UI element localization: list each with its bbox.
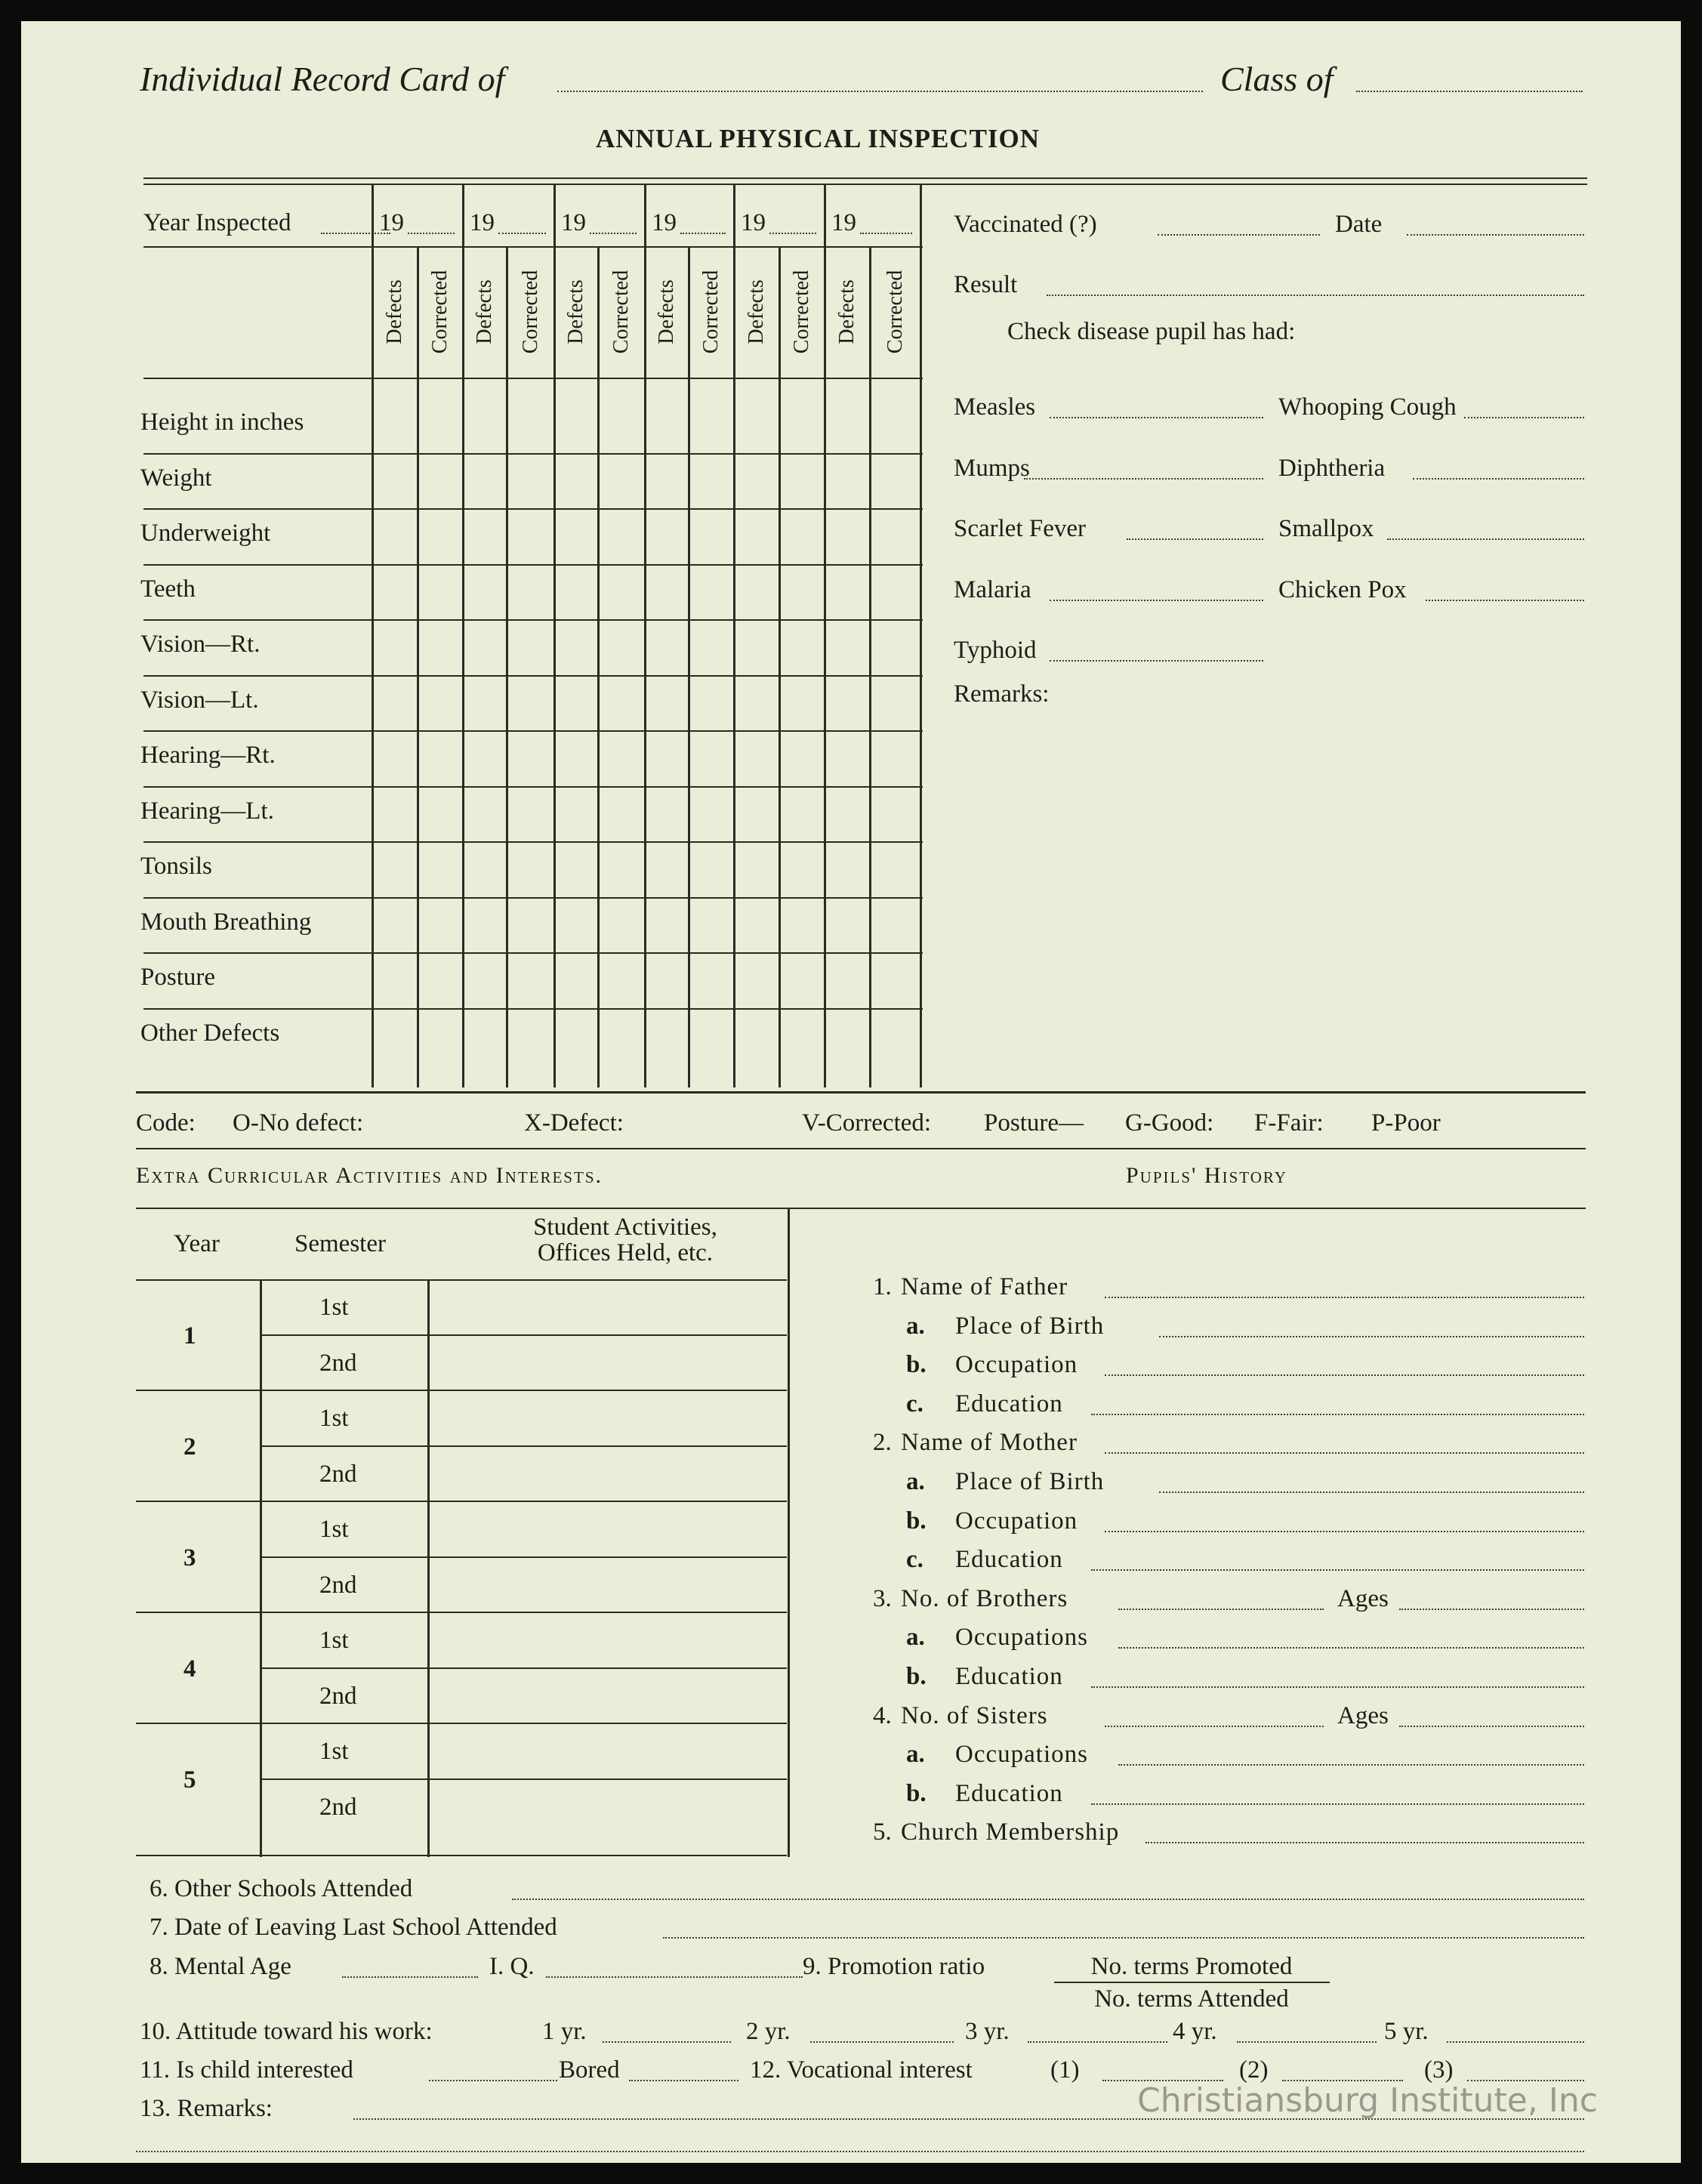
history-field[interactable] xyxy=(1105,1297,1584,1298)
promotion-numerator: No. terms Promoted xyxy=(1090,1953,1293,1980)
disease-field[interactable] xyxy=(1387,538,1584,540)
physical-row-label: Teeth xyxy=(140,575,196,603)
yr1-label: 1 yr. xyxy=(542,2018,587,2045)
year-field[interactable] xyxy=(408,233,455,234)
history-item-label: Place of Birth xyxy=(955,1312,1105,1340)
history-item-label: Occupations xyxy=(955,1741,1088,1769)
check-disease-label: Check disease pupil has had: xyxy=(1007,318,1296,345)
yr3-label: 3 yr. xyxy=(965,2018,1010,2045)
row-rule xyxy=(260,1667,787,1669)
row-rule xyxy=(260,1778,787,1780)
activity-entry-cell[interactable] xyxy=(430,1283,785,1333)
rule xyxy=(143,246,923,248)
row-rule xyxy=(260,1556,787,1558)
row-rule xyxy=(143,619,923,621)
grid-column-line xyxy=(506,246,508,1087)
year-19-label: 19 xyxy=(379,209,404,236)
history-field[interactable] xyxy=(1091,1569,1584,1571)
physical-row-label: Mouth Breathing xyxy=(140,908,312,936)
semester-label: 1st xyxy=(319,1405,349,1432)
q11-label: 11. Is child interested xyxy=(140,2056,353,2084)
grid-column-line xyxy=(688,246,690,1087)
history-item-label: Education xyxy=(955,1663,1063,1690)
history-item-number: b. xyxy=(906,1663,927,1690)
history-item-number: b. xyxy=(906,1779,927,1807)
q7-label: 7. Date of Leaving Last School Attended xyxy=(150,1914,557,1941)
disease-label: Chicken Pox xyxy=(1278,575,1407,603)
history-field[interactable] xyxy=(1091,1686,1584,1688)
row-rule xyxy=(260,1334,787,1336)
col-semester: Semester xyxy=(294,1230,386,1257)
date-label: Date xyxy=(1335,211,1383,238)
result-label: Result xyxy=(954,271,1018,298)
disease-field[interactable] xyxy=(1426,600,1584,601)
row-rule xyxy=(143,453,923,455)
year-field[interactable] xyxy=(860,233,912,234)
history-item-label: Education xyxy=(955,1390,1063,1417)
code-no-defect: O-No defect: xyxy=(233,1109,364,1137)
year-field[interactable] xyxy=(590,233,637,234)
activity-entry-cell[interactable] xyxy=(430,1616,785,1666)
watermark: Christiansburg Institute, Inc xyxy=(1137,2081,1598,2120)
interested-field[interactable] xyxy=(429,2080,557,2081)
q9-label: 9. Promotion ratio xyxy=(803,1953,985,1980)
code-corrected: V-Corrected: xyxy=(802,1109,932,1137)
rule xyxy=(143,378,923,379)
name-field-line[interactable] xyxy=(557,91,1203,92)
history-field[interactable] xyxy=(1105,1452,1584,1454)
semester-label: 2nd xyxy=(319,1460,357,1488)
physical-row-label: Tonsils xyxy=(140,853,212,880)
row-rule xyxy=(143,1008,923,1010)
rule xyxy=(136,1208,1586,1209)
column-divider xyxy=(427,1280,430,1857)
activity-entry-cell[interactable] xyxy=(430,1561,785,1611)
history-item-label: Place of Birth xyxy=(955,1468,1105,1495)
year-field[interactable] xyxy=(498,233,546,234)
result-field[interactable] xyxy=(1047,295,1584,296)
row-rule xyxy=(143,730,923,732)
yr4-label: 4 yr. xyxy=(1173,2018,1217,2045)
history-field[interactable] xyxy=(1118,1764,1584,1766)
year-inspected-label: Year Inspected xyxy=(143,209,291,236)
activity-entry-cell[interactable] xyxy=(430,1727,785,1777)
history-field[interactable] xyxy=(1145,1842,1584,1843)
semester-label: 2nd xyxy=(319,1571,357,1599)
row-rule xyxy=(260,1445,787,1447)
rule xyxy=(136,1148,1586,1149)
physical-row-label: Height in inches xyxy=(140,409,304,436)
history-item-number: a. xyxy=(906,1741,925,1769)
iq-label: I. Q. xyxy=(489,1953,535,1980)
q6-field[interactable] xyxy=(512,1899,1584,1900)
history-heading: Pupils' History xyxy=(1126,1163,1287,1188)
activity-entry-cell[interactable] xyxy=(430,1450,785,1500)
code-defect: X-Defect: xyxy=(524,1109,624,1137)
yr5-label: 5 yr. xyxy=(1384,2018,1429,2045)
ages-field[interactable] xyxy=(1399,1609,1584,1610)
year-field[interactable] xyxy=(680,233,726,234)
class-field-line[interactable] xyxy=(1356,91,1583,92)
physical-row-label: Posture xyxy=(140,964,215,991)
semester-label: 1st xyxy=(319,1627,349,1654)
yr2-label: 2 yr. xyxy=(746,2018,791,2045)
activity-year: 5 xyxy=(183,1766,196,1794)
iq-field[interactable] xyxy=(546,1976,803,1978)
code-good: G-Good: xyxy=(1125,1109,1214,1137)
defects-header: Defects xyxy=(564,279,587,344)
semester-label: 1st xyxy=(319,1294,349,1321)
history-item-number: 4. xyxy=(873,1701,892,1729)
activities-heading: Extra Curricular Activities and Interests. xyxy=(136,1163,603,1188)
q12-label: 12. Vocational interest xyxy=(750,2056,973,2084)
semester-label: 2nd xyxy=(319,1682,357,1710)
remarks-label: Remarks: xyxy=(954,680,1050,708)
rule xyxy=(143,177,1587,179)
history-item-number: c. xyxy=(906,1546,923,1574)
history-item-label: Name of Father xyxy=(901,1273,1068,1300)
row-rule xyxy=(136,1390,787,1391)
history-field[interactable] xyxy=(1118,1647,1584,1649)
disease-field[interactable] xyxy=(1024,478,1263,480)
disease-field[interactable] xyxy=(1050,417,1263,418)
code-label: Code: xyxy=(136,1109,196,1137)
q8-label: 8. Mental Age xyxy=(150,1953,291,1980)
disease-label: Mumps xyxy=(954,454,1030,482)
history-item-number: 1. xyxy=(873,1273,892,1300)
row-rule xyxy=(143,564,923,566)
corrected-header: Corrected xyxy=(883,270,907,354)
history-item-number: a. xyxy=(906,1312,925,1340)
history-field[interactable] xyxy=(1159,1336,1584,1337)
history-field[interactable] xyxy=(1159,1491,1584,1493)
history-item-number: b. xyxy=(906,1351,927,1379)
row-rule xyxy=(143,841,923,843)
activity-entry-cell[interactable] xyxy=(430,1783,785,1833)
semester-label: 2nd xyxy=(319,1349,357,1377)
code-posture: Posture— xyxy=(984,1109,1084,1137)
year-19-label: 19 xyxy=(561,209,586,236)
history-item-label: Name of Mother xyxy=(901,1429,1078,1457)
rule xyxy=(136,1279,787,1281)
disease-field[interactable] xyxy=(1413,478,1584,480)
vocational-2-label: (2) xyxy=(1239,2056,1269,2084)
history-item-label: Occupations xyxy=(955,1624,1088,1652)
corrected-header: Corrected xyxy=(790,270,813,354)
col-year: Year xyxy=(174,1230,220,1257)
physical-row-label: Weight xyxy=(140,464,212,492)
disease-field[interactable] xyxy=(1050,600,1263,601)
corrected-header: Corrected xyxy=(428,270,452,354)
ages-field[interactable] xyxy=(1399,1726,1584,1727)
rule xyxy=(136,1091,1586,1094)
history-item-number: 2. xyxy=(873,1429,892,1457)
row-rule xyxy=(143,508,923,510)
q6-label: 6. Other Schools Attended xyxy=(150,1875,413,1902)
history-item-label: Occupation xyxy=(955,1351,1078,1379)
grid-column-line xyxy=(869,246,871,1087)
history-field[interactable] xyxy=(1105,1531,1584,1532)
history-field[interactable] xyxy=(1118,1609,1324,1610)
bored-label: Bored xyxy=(559,2056,620,2084)
year-19-label: 19 xyxy=(470,209,495,236)
remarks-field-line2[interactable] xyxy=(136,2151,1584,2152)
physical-row-label: Vision—Rt. xyxy=(140,631,261,658)
row-rule xyxy=(143,675,923,677)
grid-column-line xyxy=(597,246,600,1087)
row-rule xyxy=(136,1723,787,1724)
row-rule xyxy=(143,952,923,954)
disease-field[interactable] xyxy=(1050,660,1263,662)
history-item-label: No. of Sisters xyxy=(901,1701,1048,1729)
semester-label: 2nd xyxy=(319,1793,357,1821)
yr5-field[interactable] xyxy=(1447,2041,1584,2043)
defects-header: Defects xyxy=(473,279,496,344)
disease-field[interactable] xyxy=(1127,538,1263,540)
defects-header: Defects xyxy=(835,279,859,344)
defects-header: Defects xyxy=(655,279,678,344)
activity-entry-cell[interactable] xyxy=(430,1339,785,1389)
vaccinated-field[interactable] xyxy=(1158,234,1320,236)
disease-label: Smallpox xyxy=(1278,515,1374,542)
mental-age-field[interactable] xyxy=(342,1976,478,1978)
history-item-number: a. xyxy=(906,1624,925,1652)
corrected-header: Corrected xyxy=(518,270,542,354)
year-19-label: 19 xyxy=(652,209,677,236)
history-item-label: Education xyxy=(955,1779,1063,1807)
history-item-label: Education xyxy=(955,1546,1063,1574)
ages-label: Ages xyxy=(1337,1584,1389,1612)
col-activities-line1: Student Activities, xyxy=(533,1214,717,1241)
history-item-number: a. xyxy=(906,1468,925,1495)
history-item-number: b. xyxy=(906,1507,927,1535)
ages-label: Ages xyxy=(1337,1701,1389,1729)
page-heading: ANNUAL PHYSICAL INSPECTION xyxy=(596,124,1041,153)
disease-label: Malaria xyxy=(954,575,1031,603)
disease-label: Measles xyxy=(954,393,1036,421)
yr1-field[interactable] xyxy=(603,2041,731,2043)
physical-row-label: Other Defects xyxy=(140,1019,280,1047)
history-field[interactable] xyxy=(1091,1803,1584,1805)
history-item-number: 3. xyxy=(873,1584,892,1612)
vocational-3-label: (3) xyxy=(1424,2056,1454,2084)
vocational-1-label: (1) xyxy=(1050,2056,1080,2084)
yr2-field[interactable] xyxy=(810,2041,954,2043)
col-activities-line2: Offices Held, etc. xyxy=(537,1239,714,1266)
history-item-number: c. xyxy=(906,1390,923,1417)
history-field[interactable] xyxy=(1105,1726,1324,1727)
disease-field[interactable] xyxy=(1464,417,1584,418)
q7-field[interactable] xyxy=(663,1937,1584,1939)
column-divider xyxy=(260,1280,262,1857)
disease-label: Whooping Cough xyxy=(1278,393,1457,421)
vaccinated-label: Vaccinated (?) xyxy=(954,211,1097,238)
code-fair: F-Fair: xyxy=(1254,1109,1324,1137)
q13-label: 13. Remarks: xyxy=(140,2095,273,2122)
activity-entry-cell[interactable] xyxy=(430,1394,785,1444)
q10-label: 10. Attitude toward his work: xyxy=(140,2018,433,2045)
year-field[interactable] xyxy=(769,233,816,234)
activity-entry-cell[interactable] xyxy=(430,1505,785,1555)
corrected-header: Corrected xyxy=(609,270,633,354)
year-19-label: 19 xyxy=(741,209,766,236)
bored-field[interactable] xyxy=(629,2080,738,2081)
disease-label: Typhoid xyxy=(954,637,1037,664)
date-field[interactable] xyxy=(1407,234,1584,236)
disease-label: Diphtheria xyxy=(1278,454,1386,482)
rule xyxy=(143,184,1587,185)
row-rule xyxy=(143,786,923,788)
row-rule xyxy=(143,897,923,899)
grid-column-line xyxy=(417,246,419,1087)
activity-year: 4 xyxy=(183,1655,196,1683)
semester-label: 1st xyxy=(319,1738,349,1765)
history-item-label: Occupation xyxy=(955,1507,1078,1535)
grid-column-line xyxy=(779,246,781,1087)
activity-entry-cell[interactable] xyxy=(430,1672,785,1722)
disease-label: Scarlet Fever xyxy=(954,515,1087,542)
activity-year: 2 xyxy=(183,1433,196,1461)
yr4-field[interactable] xyxy=(1237,2041,1377,2043)
yr3-field[interactable] xyxy=(1028,2041,1167,2043)
corrected-header: Corrected xyxy=(699,270,723,354)
history-item-number: 5. xyxy=(873,1818,892,1846)
semester-label: 1st xyxy=(319,1516,349,1543)
physical-row-label: Underweight xyxy=(140,520,271,547)
column-divider xyxy=(788,1208,790,1857)
card-title: Individual Record Card of xyxy=(140,60,505,98)
physical-row-label: Hearing—Lt. xyxy=(140,797,274,825)
record-card-page xyxy=(21,21,1681,2163)
activity-year: 1 xyxy=(183,1322,196,1350)
rule xyxy=(136,1855,787,1856)
defects-header: Defects xyxy=(745,279,768,344)
history-field[interactable] xyxy=(1105,1374,1584,1376)
defects-header: Defects xyxy=(383,279,406,344)
row-rule xyxy=(136,1612,787,1613)
code-poor: P-Poor xyxy=(1371,1109,1441,1137)
promotion-denominator: No. terms Attended xyxy=(1094,1985,1289,2013)
physical-row-label: Vision—Lt. xyxy=(140,686,259,714)
fraction-bar xyxy=(1054,1982,1330,1983)
physical-row-label: Hearing—Rt. xyxy=(140,742,276,769)
history-item-label: Church Membership xyxy=(901,1818,1120,1846)
history-field[interactable] xyxy=(1091,1414,1584,1415)
class-label: Class of xyxy=(1220,60,1334,98)
history-item-label: No. of Brothers xyxy=(901,1584,1068,1612)
year-19-label: 19 xyxy=(831,209,856,236)
activity-year: 3 xyxy=(183,1544,196,1572)
row-rule xyxy=(136,1501,787,1502)
